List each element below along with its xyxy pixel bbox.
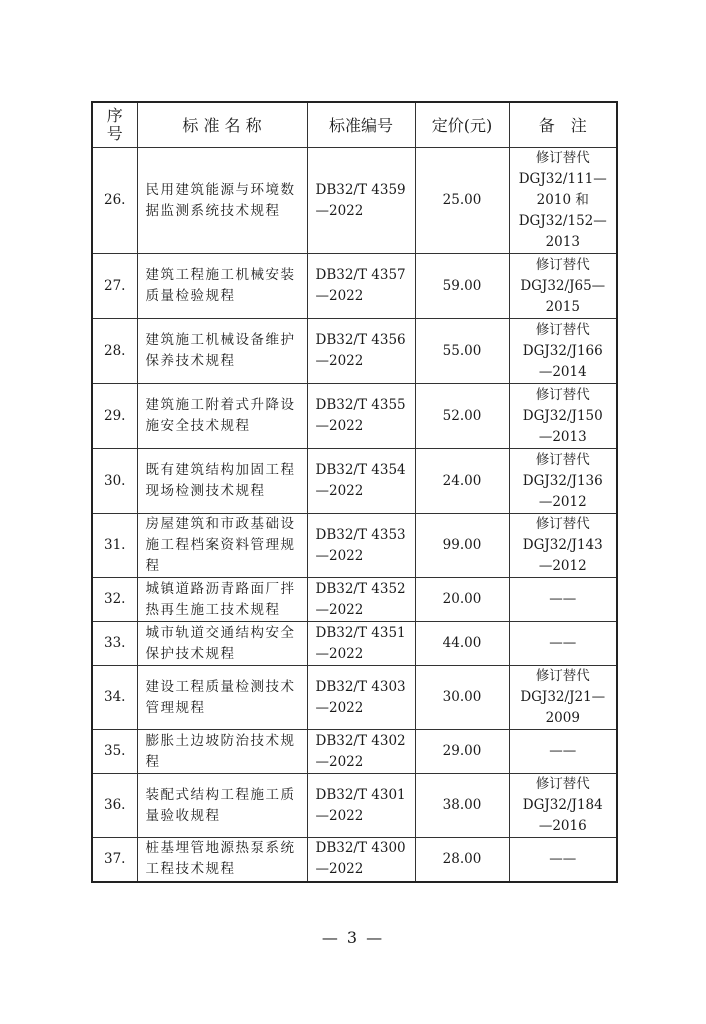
table-row xyxy=(92,148,617,254)
row-standard-name: 装配式结构工程施工质量验收规程 xyxy=(137,774,307,838)
row-standard-code: DB32/T 4356 —2022 xyxy=(307,319,415,384)
row-standard-code: DB32/T 4351 —2022 xyxy=(307,622,415,666)
row-seq: 33. xyxy=(92,622,137,666)
row-note: —— xyxy=(509,578,617,622)
row-seq: 37. xyxy=(92,838,137,882)
row-standard-name: 城市轨道交通结构安全保护技术规程 xyxy=(137,622,307,666)
header-name: 标 准 名 称 xyxy=(137,102,307,148)
row-price: 59.00 xyxy=(415,254,509,319)
table-header-row xyxy=(92,102,617,148)
row-standard-code: DB32/T 4357 —2022 xyxy=(307,254,415,319)
row-seq: 35. xyxy=(92,730,137,774)
row-standard-code: DB32/T 4354 —2022 xyxy=(307,449,415,514)
row-price: 28.00 xyxy=(415,838,509,882)
row-standard-name: 建筑施工机械设备维护保养技术规程 xyxy=(137,319,307,384)
header-seq xyxy=(92,102,137,148)
row-price: 30.00 xyxy=(415,666,509,730)
row-standard-name: 民用建筑能源与环境数据监测系统技术规程 xyxy=(137,148,307,254)
row-note: —— xyxy=(509,622,617,666)
row-note: —— xyxy=(509,730,617,774)
table-row xyxy=(92,319,617,384)
table-row xyxy=(92,666,617,730)
table-body xyxy=(92,148,617,882)
row-standard-code: DB32/T 4300 —2022 xyxy=(307,838,415,882)
row-seq: 26. xyxy=(92,148,137,254)
table-row xyxy=(92,622,617,666)
header-seq-label: 序号 xyxy=(106,106,123,143)
table-row xyxy=(92,449,617,514)
row-note: 修订替代 DGJ32/J21— 2009 xyxy=(509,666,617,730)
row-standard-code: DB32/T 4303 —2022 xyxy=(307,666,415,730)
row-standard-name: 桩基埋管地源热泵系统工程技术规程 xyxy=(137,838,307,882)
row-price: 52.00 xyxy=(415,384,509,449)
row-seq: 36. xyxy=(92,774,137,838)
row-price: 38.00 xyxy=(415,774,509,838)
row-standard-code: DB32/T 4302 —2022 xyxy=(307,730,415,774)
row-note: 修订替代 DGJ32/J166 —2014 xyxy=(509,319,617,384)
row-standard-name: 建设工程质量检测技术管理规程 xyxy=(137,666,307,730)
row-standard-name: 膨胀土边坡防治技术规程 xyxy=(137,730,307,774)
table-row xyxy=(92,254,617,319)
row-standard-name: 建筑工程施工机械安装质量检验规程 xyxy=(137,254,307,319)
row-seq: 32. xyxy=(92,578,137,622)
header-code: 标准编号 xyxy=(307,102,415,148)
row-note: 修订替代 DGJ32/111— 2010 和 DGJ32/152— 2013 xyxy=(509,148,617,254)
row-standard-name: 建筑施工附着式升降设施安全技术规程 xyxy=(137,384,307,449)
row-price: 99.00 xyxy=(415,514,509,578)
row-note: —— xyxy=(509,838,617,882)
table-row xyxy=(92,730,617,774)
row-standard-code: DB32/T 4359 —2022 xyxy=(307,148,415,254)
row-note: 修订替代 DGJ32/J65— 2015 xyxy=(509,254,617,319)
row-price: 25.00 xyxy=(415,148,509,254)
row-standard-name: 房屋建筑和市政基础设施工程档案资料管理规程 xyxy=(137,514,307,578)
table-row xyxy=(92,578,617,622)
row-note: 修订替代 DGJ32/J150 —2013 xyxy=(509,384,617,449)
row-price: 29.00 xyxy=(415,730,509,774)
row-price: 20.00 xyxy=(415,578,509,622)
row-standard-code: DB32/T 4353 —2022 xyxy=(307,514,415,578)
table-row xyxy=(92,514,617,578)
row-standard-code: DB32/T 4352 —2022 xyxy=(307,578,415,622)
row-price: 24.00 xyxy=(415,449,509,514)
row-seq: 34. xyxy=(92,666,137,730)
row-note: 修订替代 DGJ32/J143 —2012 xyxy=(509,514,617,578)
row-standard-code: DB32/T 4301 —2022 xyxy=(307,774,415,838)
table-row xyxy=(92,838,617,882)
row-standard-code: DB32/T 4355 —2022 xyxy=(307,384,415,449)
row-seq: 28. xyxy=(92,319,137,384)
table-row xyxy=(92,384,617,449)
row-price: 55.00 xyxy=(415,319,509,384)
standards-table xyxy=(91,101,618,883)
row-price: 44.00 xyxy=(415,622,509,666)
row-seq: 27. xyxy=(92,254,137,319)
row-standard-name: 城镇道路沥青路面厂拌热再生施工技术规程 xyxy=(137,578,307,622)
row-seq: 30. xyxy=(92,449,137,514)
table-row xyxy=(92,774,617,838)
header-price: 定价(元) xyxy=(415,102,509,148)
row-note: 修订替代 DGJ32/J136 —2012 xyxy=(509,449,617,514)
row-seq: 29. xyxy=(92,384,137,449)
header-note: 备 注 xyxy=(509,102,617,148)
row-seq: 31. xyxy=(92,514,137,578)
row-standard-name: 既有建筑结构加固工程现场检测技术规程 xyxy=(137,449,307,514)
row-note: 修订替代 DGJ32/J184 —2016 xyxy=(509,774,617,838)
page-number: — 3 — xyxy=(321,928,385,947)
